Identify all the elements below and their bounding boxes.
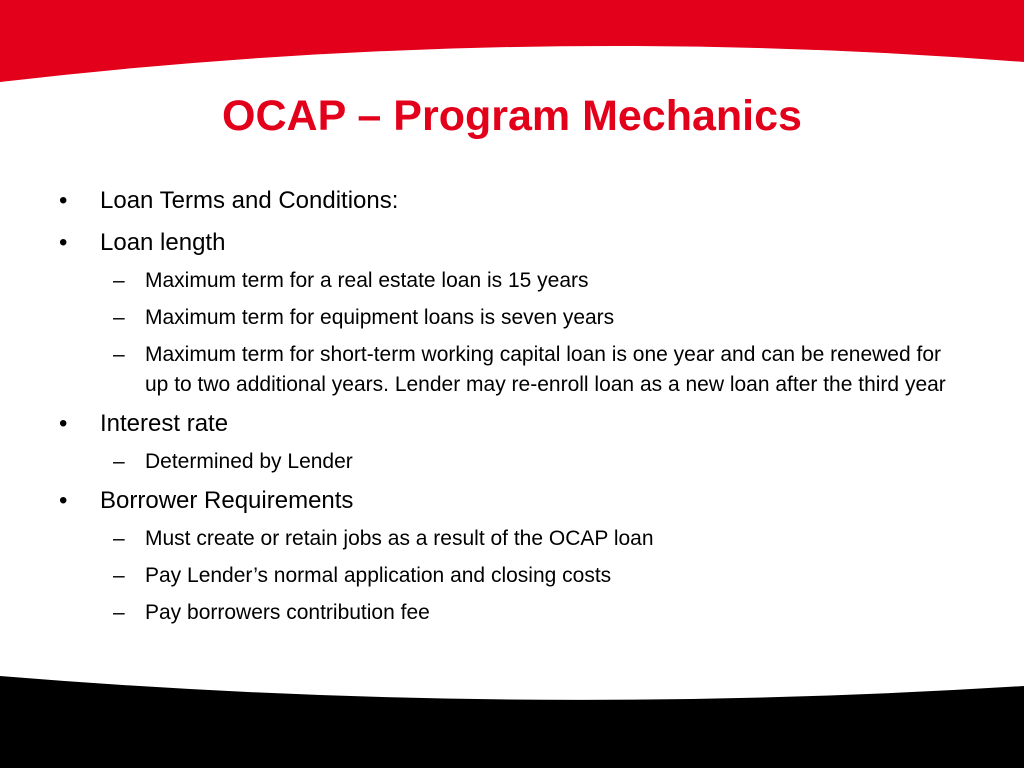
sub-bullet-item [56,561,976,591]
sub-bullet-item [56,340,976,400]
bullet-list [56,183,976,628]
bullet-text: Interest rate [100,410,229,437]
sub-bullet-item [56,524,976,554]
bullet-item [56,225,976,261]
sub-bullet-text: Maximum term for equipment loans is seven years [145,306,615,329]
sub-bullet-text: Maximum term for short-term working capital loan is one year and can be renewed for up to two additional years. Lender may re-enroll loan as a new loan after the third year [145,343,946,396]
dash-marker: – [113,343,125,366]
sub-bullet-text: Pay borrowers contribution fee [145,601,430,624]
bullet-item [56,406,976,442]
bullet-marker: • [59,410,68,437]
slide-title: OCAP – Program Mechanics [222,92,802,140]
bullet-marker: • [59,187,68,214]
dash-marker: – [113,306,125,329]
header-red-band [0,0,1024,82]
sub-bullet-item [56,598,976,628]
dash-marker: – [113,450,125,473]
sub-bullet-item [56,303,976,333]
bullet-text: Borrower Requirements [100,487,354,514]
footer-black-band [0,676,1024,768]
bullet-item [56,183,976,219]
sub-bullet-item [56,447,976,477]
bullet-marker: • [59,487,68,514]
sub-bullet-text: Pay Lender’s normal application and closing costs [145,564,612,587]
bullet-marker: • [59,229,68,256]
sub-bullet-text: Determined by Lender [145,450,353,473]
dash-marker: – [113,601,125,624]
sub-bullet-text: Must create or retain jobs as a result of the OCAP loan [145,527,654,550]
bullet-text: Loan length [100,229,226,256]
dash-marker: – [113,269,125,292]
bullet-text: Loan Terms and Conditions: [100,187,399,214]
sub-bullet-item [56,266,976,296]
dash-marker: – [113,564,125,587]
bullet-item [56,483,976,519]
dash-marker: – [113,527,125,550]
sub-bullet-text: Maximum term for a real estate loan is 15 years [145,269,589,292]
